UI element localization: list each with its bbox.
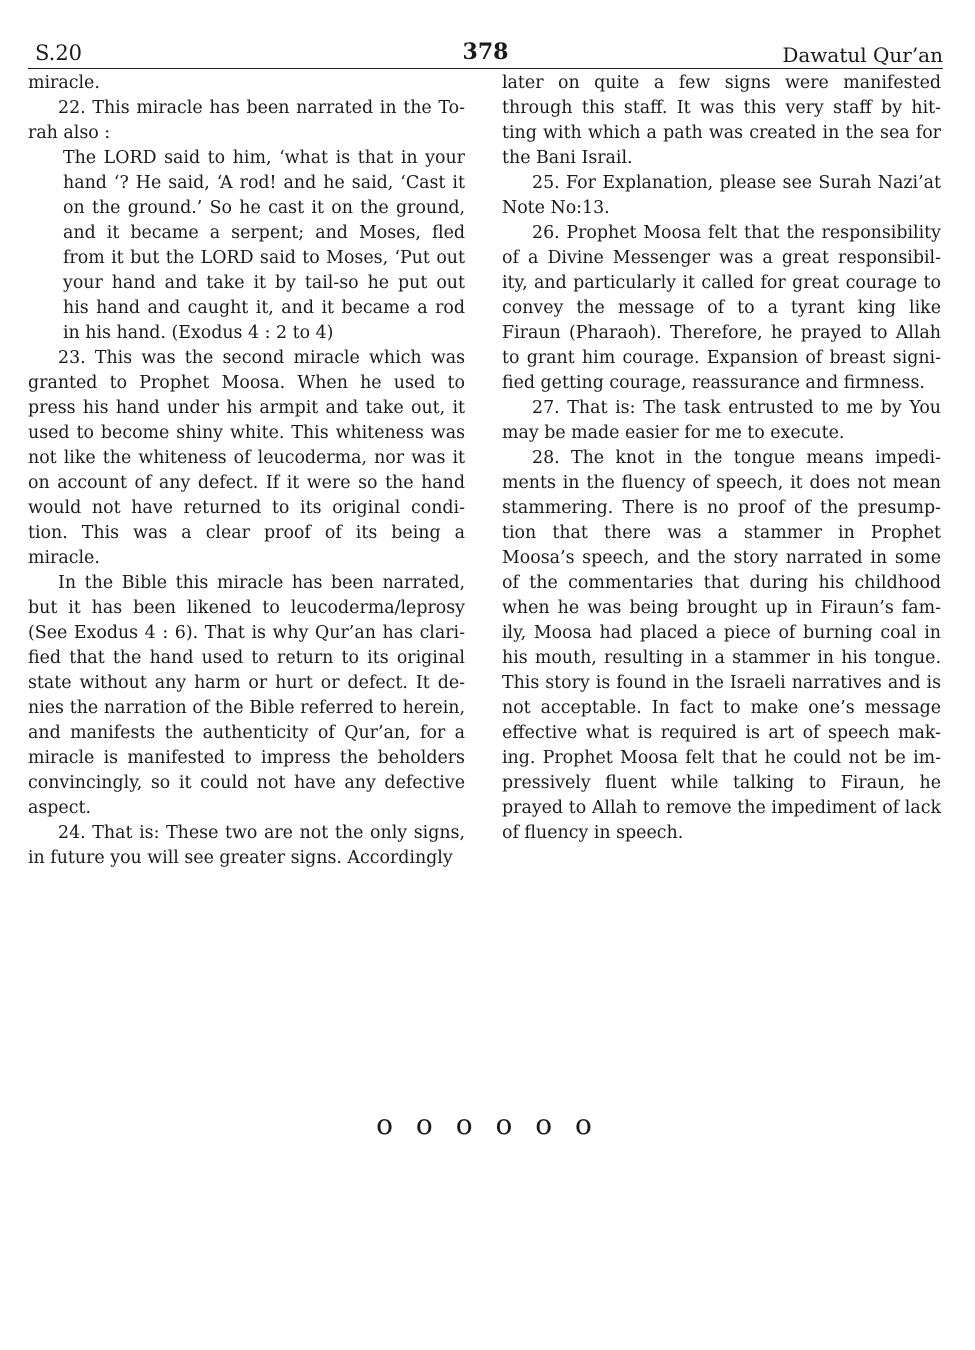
page-number: 378 (462, 39, 509, 65)
page-header (28, 38, 943, 69)
note-23: 23. This was the second miracle which was granted to Prophet Moosa. When he used to press his hand under his armpit and take out, it used to become shiny white. This whiteness was not like the whiteness of leucoderma, nor was it on account of any defect. If it were so the hand would not have returned to its original condi-tion. This was a clear proof of its being a miracle. (28, 348, 465, 568)
note-27: 27. That is: The task entrusted to me by You may be made easier for me to execute. (502, 398, 941, 443)
note-24-continuation: later on quite a few signs were manifested through this staff. It was this very staff by hit-ting with which a path was created in the sea for the Bani Israil. (502, 73, 941, 168)
note-28: 28. The knot in the tongue means impedi-ments in the fluency of speech, it does not mean stammering. There is no proof of the presump-tion that there was a stammer in Prophet Moosa’s speech, and the story narrated in some of the commentaries that during his childhood when he was being brought up in Firaun’s fam-ily, Moosa had placed a piece of burning coal in his mouth, resulting in a stammer in his tongue. This story is found in the Israeli narratives and is not acceptable. In fact to make one’s message effective what is required is art of speech mak-ing. Prophet Moosa felt that he could not be im-pressively fluent while talking to Firaun, he prayed to Allah to remove the impediment of lack of fluency in speech. (502, 448, 941, 843)
quote-text: The LORD said to him, ‘what is that in your hand ‘? He said, ‘A rod! and he said, ‘Cast it on the ground.’ So he cast it on the ground, and it became a serpent; and Moses, fled from it but the LORD said to Moses, ‘Put out your hand and take it by tail-so he put out his hand and caught it, and it became a rod in his hand. (63, 148, 465, 343)
note-22: 22. This miracle has been narrated in the To-rah also : (28, 98, 465, 143)
torah-quote (63, 146, 465, 346)
left-column (28, 71, 465, 871)
note-25: 25. For Explanation, please see Surah Nazi’at Note No:13. (502, 173, 941, 218)
book-title: Dawatul Qur’an (782, 43, 943, 67)
note-24: 24. That is: These two are not the only signs, in future you will see greater signs. Accordingly (28, 823, 465, 868)
note-26: 26. Prophet Moosa felt that the responsibility of a Divine Messenger was a great responsibil-ity, and particularly it called for great courage to convey the message of to a tyrant king like Firaun (Pharaoh). Therefore, he prayed to Allah to grant him courage. Expansion of breast signi-fied getting courage, reassurance and firmness. (502, 223, 941, 393)
right-column (502, 71, 941, 846)
section-end-mark: o o o o o o (376, 1108, 599, 1141)
quote-reference: (Exodus 4 : 2 to 4) (171, 323, 334, 343)
paragraph-continuation: miracle. (28, 73, 100, 93)
note-23-bible: In the Bible this miracle has been narrated, but it has been likened to leucoderma/leprosy (See Exodus 4 : 6). That is why Qur’an has clari-fied that the hand used to return to its original state without any harm or hurt or defect. It de-nies the narration of the Bible referred to herein, and manifests the authenticity of Qur’an, for a miracle is manifested to impress the beholders convincingly, so it could not have any defective aspect. (28, 573, 465, 818)
surah-label: S.20 (35, 41, 83, 65)
